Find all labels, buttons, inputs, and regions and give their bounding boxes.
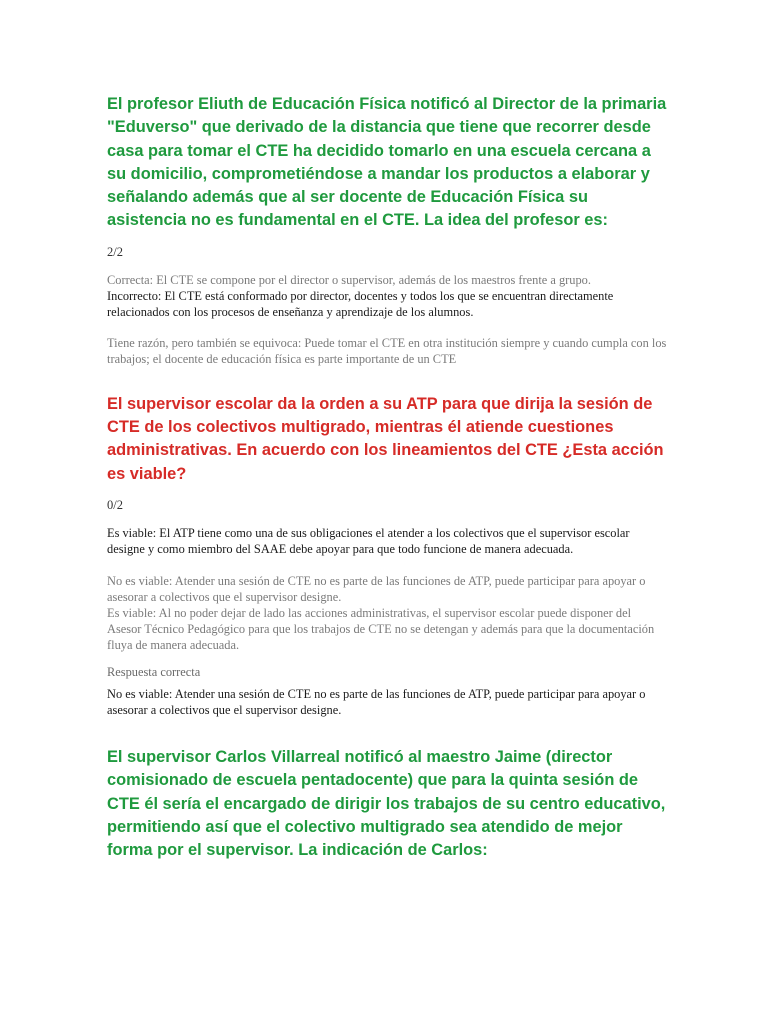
question-1-option-2: Incorrecto: El CTE está conformado por director, docentes y todos los que se encuentran directamente relacionados con los procesos de enseñanza y aprendizaje de los alumnos. [107, 288, 614, 319]
question-2-option-3: Es viable: Al no poder dejar de lado las acciones administrativas, el supervisor escolar puede disponer del Asesor Técnico Pedagógico para que los trabajos de CTE no se detengan y además para que la documentación fluya de manera adecuada. [107, 605, 655, 652]
question-3-title: El supervisor Carlos Villarreal notificó al maestro Jaime (director comisionado de escuela pentadocente) que para la quinta sesión de CTE él sería el encargado de dirigir los trabajos de su centro educativo, permitiendo así que el colectivo multigrado sea atendido de mejor forma por el supervisor. La indicación de Carlos: [107, 747, 666, 860]
question-2-option-2: No es viable: Atender una sesión de CTE no es parte de las funciones de ATP, puede participar para apoyar o asesorar a colectivos que el supervisor designe. [107, 573, 646, 604]
question-1-score: 2/2 [107, 244, 123, 259]
question-2 [107, 393, 667, 718]
question-1 [107, 93, 667, 367]
correct-answer-text: No es viable: Atender una sesión de CTE no es parte de las funciones de ATP, puede participar para apoyar o asesorar a colectivos que el supervisor designe. [107, 686, 646, 717]
question-3 [107, 746, 667, 862]
question-2-option-1: Es viable: El ATP tiene como una de sus obligaciones el atender a los colectivos que el supervisor escolar designe y como miembro del SAAE debe apoyar para que todo funcione de manera adecuada. [107, 525, 630, 556]
question-1-title: El profesor Eliuth de Educación Física notificó al Director de la primaria "Eduverso" que derivado de la distancia que tiene que recorrer desde casa para tomar el CTE ha decidido tomarlo en una escuela cercana a su domicilio, comprometiéndose a mandar los productos a elaborar y señalando además que al ser docente de Educación Física su asistencia no es fundamental en el CTE. La idea del profesor es: [107, 95, 667, 230]
question-1-option-3: Tiene razón, pero también se equivoca: Puede tomar el CTE en otra institución siempre y cuando cumpla con los trabajos; el docente de educación física es parte importante de un CTE [107, 335, 667, 366]
question-1-option-1: Correcta: El CTE se compone por el director o supervisor, además de los maestros frente a grupo. [107, 272, 591, 287]
document-page [107, 93, 667, 862]
correct-answer-label: Respuesta correcta [107, 664, 201, 679]
question-2-title: El supervisor escolar da la orden a su ATP para que dirija la sesión de CTE de los colectivos multigrado, mientras él atiende cuestiones administrativas. En acuerdo con los lineamientos del CTE ¿Esta acción es viable? [107, 394, 664, 483]
question-2-score: 0/2 [107, 497, 123, 512]
